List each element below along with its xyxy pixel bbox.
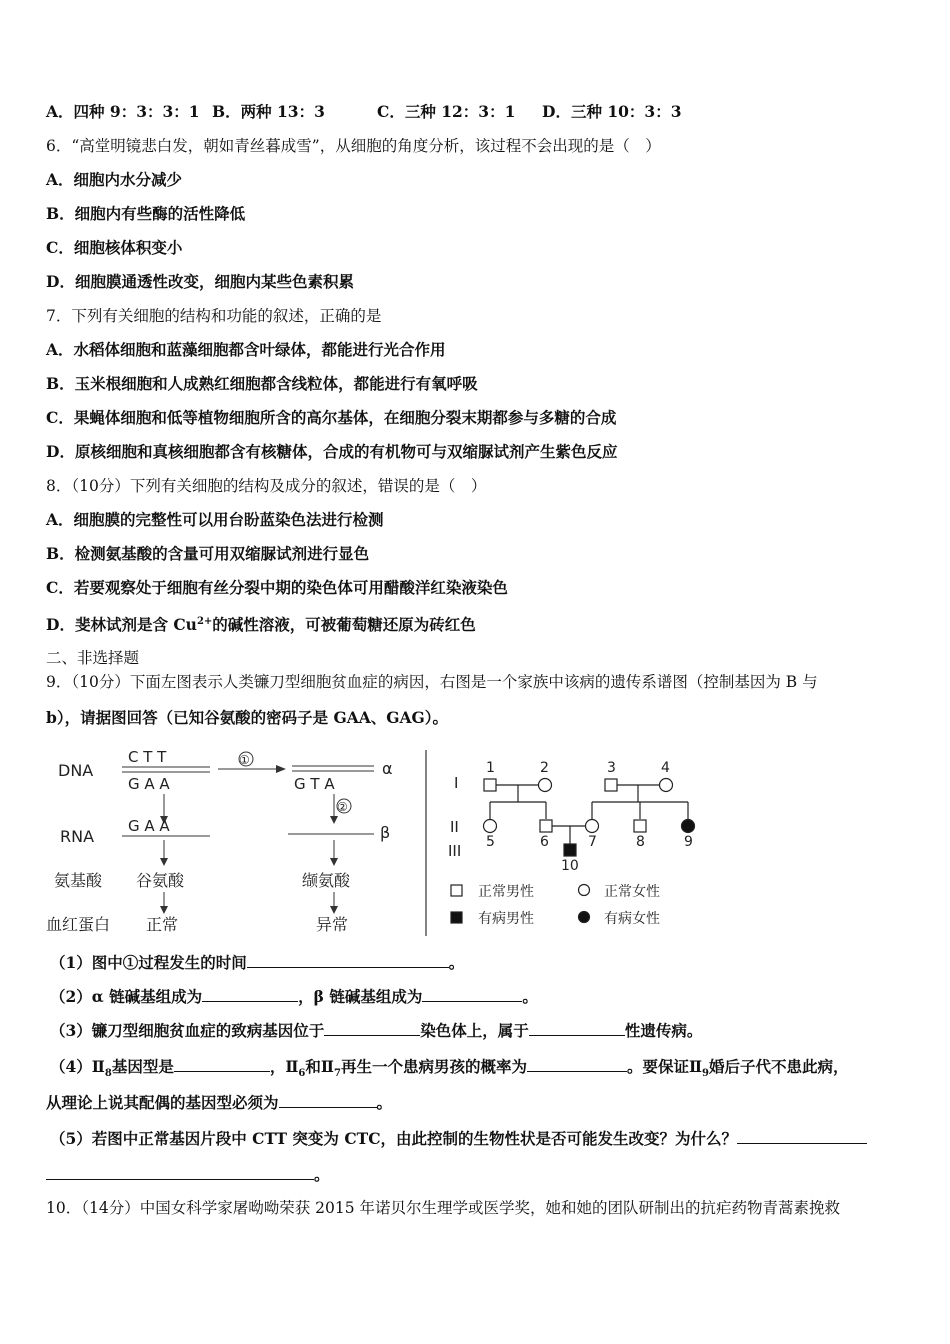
- step2-label: ②: [337, 800, 348, 814]
- q9-part1-end: 。: [448, 953, 465, 972]
- q9-part4-d: 和Ⅱ: [305, 1057, 334, 1076]
- legend-affected-female: 有病女性: [604, 911, 660, 927]
- q9-part4-spouse-blank[interactable]: [279, 1092, 377, 1108]
- beta-label: β: [380, 823, 391, 842]
- q6-option-a: A．细胞内水分减少: [46, 170, 183, 189]
- individual-3-normal-male: [605, 779, 617, 791]
- step1-label: ①: [239, 753, 250, 767]
- q5-option-a: A．四种 9：3：3：1: [46, 102, 200, 121]
- num-7: 7: [588, 834, 597, 850]
- q9-part3-dominance-blank[interactable]: [529, 1020, 625, 1036]
- num-1: 1: [486, 760, 495, 776]
- label-dna: DNA: [58, 761, 94, 780]
- q9-part3-text: （3）镰刀型细胞贫血症的致病基因位于: [50, 1021, 325, 1040]
- q5-option-b: B．两种 13：3: [212, 102, 325, 121]
- num-10: 10: [561, 858, 579, 874]
- individual-6-normal-male: [540, 820, 552, 832]
- q8-option-d-sup: 2+: [196, 616, 213, 627]
- q9-part3-end: 性遗传病。: [624, 1021, 703, 1040]
- gen-label-2: II: [450, 818, 459, 836]
- q5-option-d: D．三种 10：3：3: [542, 102, 682, 121]
- q8-option-a: A．细胞膜的完整性可以用台盼蓝染色法进行检测: [46, 510, 384, 529]
- q9-part2: [50, 986, 538, 1007]
- arrow-step2-head: [330, 816, 338, 824]
- label-amino-acid: 氨基酸: [54, 871, 103, 890]
- individual-5-normal-female: [484, 820, 497, 833]
- mutant-result: 异常: [316, 915, 349, 934]
- q9-figure: [46, 742, 706, 940]
- individual-1-normal-male: [484, 779, 496, 791]
- arrow-aa-to-protein-head: [160, 906, 168, 914]
- individual-10-affected-male: [564, 844, 576, 856]
- q5-option-c: C．三种 12：3：1: [377, 102, 516, 121]
- arrow-rna-to-aa-head: [160, 858, 168, 866]
- q10-stem-text: 10．（14分）中国女科学家屠呦呦荣获 2015 年诺贝尔生理学或医学奖，她和她的团队研制出的抗疟药物青蒿素挽救: [46, 1199, 841, 1217]
- q9-part4-sub2: 6: [298, 1068, 306, 1080]
- q8-option-d-post: 的碱性溶液，可被葡萄糖还原为砖红色: [212, 615, 476, 635]
- q9-part4-g: 婚后子代不患此病，: [709, 1057, 849, 1076]
- q9-part4-sub1: 8: [104, 1068, 112, 1080]
- q6-option-c: C．细胞核体积变小: [46, 238, 183, 257]
- q8-option-d: [46, 612, 476, 635]
- num-9: 9: [684, 834, 693, 850]
- q9-part5-blank-2[interactable]: [46, 1164, 314, 1180]
- section-2-title: 二、非选择题: [46, 649, 140, 667]
- q9-part2-beta-blank[interactable]: [422, 986, 522, 1002]
- q9-part2-text: （2）α 链碱基组成为: [50, 987, 203, 1006]
- q9-part3-mid: 染色体上，属于: [420, 1021, 529, 1040]
- q9-part4: [50, 1056, 849, 1084]
- normal-rna-bases: G A A: [128, 817, 170, 835]
- q9-stem-text1: 9．（10分）下面左图表示人类镰刀型细胞贫血症的病因，右图是一个家族中该病的遗传系谱图（控制基因为 B 与: [46, 673, 818, 691]
- label-hemoglobin: 血红蛋白: [46, 915, 111, 934]
- individual-2-normal-female: [539, 779, 552, 792]
- q9-part1-text: （1）图中①过程发生的时间: [50, 953, 247, 972]
- q9-part4-f: 。要保证Ⅱ: [626, 1057, 703, 1076]
- q7-option-d: D．原核细胞和真核细胞都含有核糖体，合成的有机物可与双缩脲试剂产生紫色反应: [46, 442, 618, 461]
- q9-part4-c: ，Ⅱ: [269, 1057, 299, 1076]
- num-6: 6: [540, 834, 549, 850]
- gen-label-1: I: [454, 774, 459, 792]
- q9-part5: [50, 1128, 867, 1149]
- q6-option-d: D．细胞膜通透性改变，细胞内某些色素积累: [46, 272, 354, 291]
- legend-affected-female-icon: [579, 912, 590, 923]
- q9-stem-line1: [46, 672, 818, 692]
- q9-part5-line2: [46, 1164, 330, 1185]
- q6-option-b: B．细胞内有些酶的活性降低: [46, 204, 246, 223]
- mutant-bases: G T A: [294, 775, 335, 793]
- normal-bottom-strand: G A A: [128, 775, 170, 793]
- q9-part4-line2: [46, 1092, 392, 1113]
- q9-part4-probability-blank[interactable]: [527, 1056, 627, 1072]
- num-8: 8: [636, 834, 645, 850]
- q9-part5-blank-1[interactable]: [737, 1128, 867, 1144]
- arrow-step1-head: [276, 765, 286, 773]
- q9-part5-end: 。: [314, 1165, 330, 1184]
- q9-part3: [50, 1020, 702, 1041]
- q7-option-c: C．果蝇体细胞和低等植物细胞所含的高尔基体，在细胞分裂末期都参与多糖的合成: [46, 408, 617, 427]
- q6-stem: 6．“高堂明镜悲白发，朝如青丝暮成雪”，从细胞的角度分析，该过程不会出现的是（ ）: [46, 137, 661, 155]
- label-rna: RNA: [60, 827, 95, 846]
- legend-normal-female-icon: [579, 885, 590, 896]
- arrow-mut-rna-to-aa-head: [330, 858, 338, 866]
- normal-result: 正常: [146, 915, 179, 934]
- q9-part4-a: （4）Ⅱ: [50, 1057, 105, 1076]
- q9-part4-sub4: 9: [702, 1068, 709, 1080]
- q7-option-b: B．玉米根细胞和人成熟红细胞都含线粒体，都能进行有氧呼吸: [46, 374, 478, 393]
- num-5: 5: [486, 834, 495, 850]
- q7-stem: 7．下列有关细胞的结构和功能的叙述，正确的是: [46, 307, 382, 325]
- q8-stem: 8．（10分）下列有关细胞的结构及成分的叙述，错误的是（ ）: [46, 477, 487, 495]
- alpha-label: α: [382, 759, 393, 778]
- q8-option-c: C．若要观察处于细胞有丝分裂中期的染色体可用醋酸洋红染液染色: [46, 578, 508, 597]
- individual-7-normal-female: [586, 820, 599, 833]
- num-4: 4: [661, 760, 670, 776]
- q9-part4-genotype-blank[interactable]: [174, 1056, 270, 1072]
- pedigree-chart: [448, 760, 695, 927]
- legend-affected-male-icon: [451, 912, 462, 923]
- normal-top-strand: C T T: [128, 748, 167, 766]
- q9-stem-line2: b），请据图回答（已知谷氨酸的密码子是 GAA、GAG）。: [46, 708, 449, 727]
- q10-stem: [46, 1198, 840, 1218]
- num-3: 3: [607, 760, 616, 776]
- q9-part1-answer-blank[interactable]: [247, 952, 449, 968]
- sickle-cell-diagram: [46, 748, 393, 934]
- normal-amino-acid: 谷氨酸: [136, 871, 185, 890]
- q9-part4-line2-end: 。: [376, 1093, 393, 1112]
- mutant-amino-acid: 缬氨酸: [302, 871, 351, 890]
- legend-normal-male-icon: [451, 885, 462, 896]
- q7-option-a: A．水稻体细胞和蓝藻细胞都含叶绿体，都能进行光合作用: [46, 340, 446, 359]
- individual-9-affected-female: [682, 820, 695, 833]
- q9-part4-e: 再生一个患病男孩的概率为: [340, 1057, 527, 1076]
- q9-part4-b: 基因型是: [111, 1057, 174, 1076]
- arrow-mut-aa-to-protein-head: [330, 906, 338, 914]
- gen-label-3: III: [448, 842, 462, 860]
- q9-part5-text: （5）若图中正常基因片段中 CTT 突变为 CTC，由此控制的生物性状是否可能发生改变？为什么？: [50, 1129, 738, 1148]
- num-2: 2: [540, 760, 549, 776]
- q9-part4-line2-text: 从理论上说其配偶的基因型必须为: [46, 1093, 279, 1112]
- individual-8-normal-male: [634, 820, 646, 832]
- q9-part2-alpha-blank[interactable]: [202, 986, 298, 1002]
- legend-affected-male: 有病男性: [478, 911, 534, 927]
- individual-4-normal-female: [660, 779, 673, 792]
- q9-part2-end: 。: [522, 987, 538, 1006]
- legend-normal-male: 正常男性: [478, 884, 534, 900]
- q9-part4-sub3: 7: [333, 1068, 341, 1080]
- q8-option-d-pre: D．斐林试剂是含 Cu: [46, 615, 197, 635]
- legend-normal-female: 正常女性: [604, 884, 660, 900]
- q9-part2-mid: ，β 链碱基组成为: [298, 987, 423, 1006]
- q8-option-b: B．检测氨基酸的含量可用双缩脲试剂进行显色: [46, 544, 370, 563]
- q5-options: [46, 102, 681, 122]
- q9-part3-chromosome-blank[interactable]: [324, 1020, 420, 1036]
- q9-part1: [50, 952, 464, 973]
